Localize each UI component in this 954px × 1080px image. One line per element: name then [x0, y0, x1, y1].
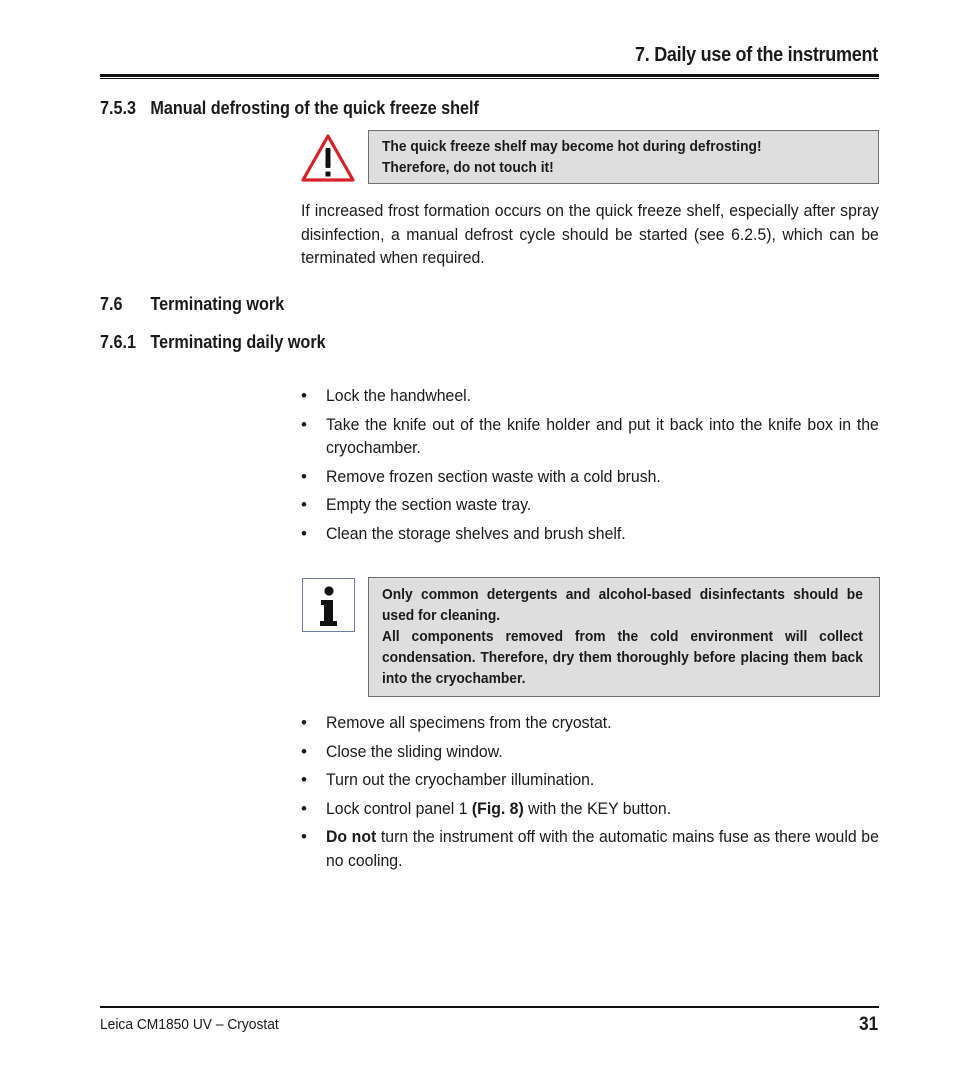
heading-text: Terminating daily work	[150, 332, 326, 352]
heading-number: 7.5.3	[100, 98, 137, 118]
bullet-list-1	[301, 384, 879, 550]
list-item: • Clean the storage shelves and brush shelf.	[301, 522, 879, 546]
heading-7-5-3	[100, 98, 479, 119]
chapter-title: 7. Daily use of the instrument	[635, 44, 878, 66]
heading-number: 7.6.1	[100, 332, 137, 352]
page-number: 31	[858, 1014, 878, 1035]
info-icon	[302, 578, 355, 632]
info-note-box	[368, 577, 880, 697]
warning-line: Therefore, do not touch it!	[382, 159, 554, 176]
footer-rule	[100, 1006, 879, 1008]
do-not-emphasis: Do not	[326, 827, 377, 846]
list-item: • Remove frozen section waste with a cold brush.	[301, 465, 879, 489]
note-paragraph: Only common detergents and alcohol-based disinfectants should be used for cleaning.	[382, 586, 863, 624]
heading-text: Manual defrosting of the quick freeze shelf	[150, 98, 479, 118]
heading-7-6	[100, 294, 284, 315]
defrost-paragraph	[301, 199, 879, 270]
bullet-list-2	[301, 711, 879, 877]
heading-number: 7.6	[100, 294, 123, 314]
warning-triangle-icon	[301, 133, 355, 183]
list-item: • Lock the handwheel.	[301, 384, 879, 408]
footer-product: Leica CM1850 UV – Cryostat	[100, 1016, 279, 1033]
list-item: • Turn out the cryochamber illumination.	[301, 768, 879, 792]
heading-text: Terminating work	[150, 294, 285, 314]
heading-7-6-1	[100, 332, 326, 353]
list-item: • Lock control panel 1 (Fig. 8) with the KEY button.	[301, 797, 879, 821]
warning-line: The quick freeze shelf may become hot during defrosting!	[382, 138, 762, 155]
list-item: • Take the knife out of the knife holder and put it back into the knife box in the cryochamber.	[301, 413, 879, 460]
list-item: • Empty the section waste tray.	[301, 493, 879, 517]
list-item: • Do not turn the instrument off with the automatic mains fuse as there would be no cooling.	[301, 825, 879, 872]
warning-box	[368, 130, 879, 184]
figure-reference: (Fig. 8)	[471, 798, 524, 818]
note-paragraph: All components removed from the cold environment will collect condensation. Therefore, dry them thoroughly before placing them back into the cryochamber.	[382, 628, 863, 687]
header-rule	[100, 74, 879, 77]
paragraph-text: If increased frost formation occurs on the quick freeze shelf, especially after spray disinfection, a manual defrost cycle should be started (see 6.2.5), which can be terminated when required.	[301, 201, 879, 267]
list-item: • Remove all specimens from the cryostat.	[301, 711, 879, 735]
list-item: • Close the sliding window.	[301, 740, 879, 764]
header-rule-thin	[100, 78, 879, 79]
